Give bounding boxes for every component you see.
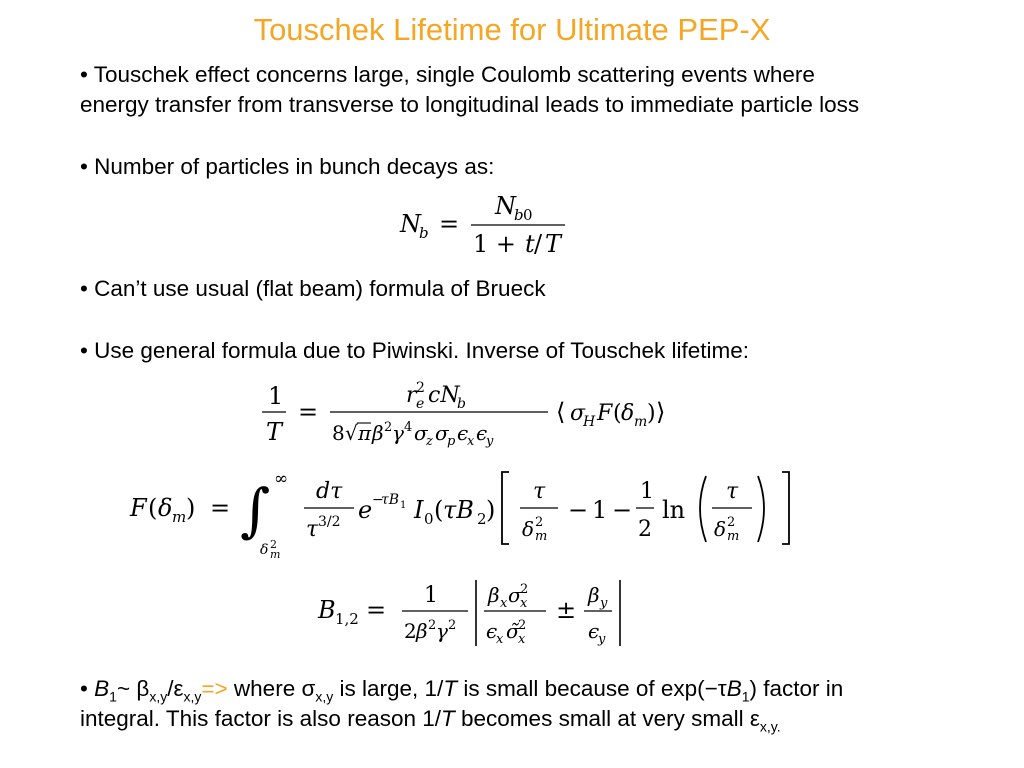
svg-text:2: 2 bbox=[404, 619, 417, 643]
bullet-conclusion bbox=[80, 674, 980, 734]
svg-text:x: x bbox=[500, 596, 508, 611]
svg-text:3/2: 3/2 bbox=[318, 514, 341, 530]
svg-text:σ: σ bbox=[414, 421, 428, 445]
T-symbol-2: T bbox=[441, 706, 455, 731]
bullet-touschek-effect bbox=[80, 60, 980, 120]
bullet-piwinski: • Use general formula due to Piwinski. Inverse of Touschek lifetime: bbox=[80, 338, 750, 363]
svg-text:F: F bbox=[130, 494, 147, 522]
svg-text:2: 2 bbox=[448, 618, 457, 633]
conclusion-line2 bbox=[80, 704, 980, 734]
svg-text:m: m bbox=[172, 508, 187, 526]
implies-arrow: => bbox=[201, 676, 228, 701]
svg-text:∞: ∞ bbox=[274, 469, 289, 489]
svg-text:r: r bbox=[406, 383, 417, 408]
svg-text:β: β bbox=[488, 583, 500, 607]
svg-text:δ: δ bbox=[260, 542, 269, 558]
svg-text:0: 0 bbox=[424, 510, 434, 528]
svg-text:2: 2 bbox=[384, 420, 393, 435]
epsilon-symbol-2: ε bbox=[749, 706, 760, 731]
svg-text:B: B bbox=[318, 596, 336, 624]
svg-text:b: b bbox=[514, 206, 524, 224]
svg-text:): ) bbox=[647, 401, 656, 426]
svg-text:√: √ bbox=[345, 421, 358, 445]
conclusion-line1 bbox=[80, 674, 980, 704]
formula-F-integral bbox=[128, 462, 828, 558]
sigma-symbol: σ bbox=[301, 676, 316, 701]
svg-text:T: T bbox=[545, 230, 562, 258]
svg-text:τ: τ bbox=[306, 517, 319, 542]
svg-text:1,2: 1,2 bbox=[335, 610, 359, 628]
svg-text:⟩: ⟩ bbox=[656, 398, 666, 426]
B-sub: 1 bbox=[109, 688, 117, 705]
svg-text:σ: σ bbox=[570, 401, 586, 426]
bullet-mark: • bbox=[80, 676, 95, 701]
svg-text:x: x bbox=[496, 632, 504, 647]
svg-text:ln: ln bbox=[662, 496, 686, 524]
svg-text:1: 1 bbox=[400, 500, 407, 511]
svg-text:4: 4 bbox=[404, 420, 413, 435]
svg-text:σ: σ bbox=[435, 421, 449, 445]
svg-text:∫: ∫ bbox=[240, 476, 271, 544]
bullet-decay: • Number of particles in bunch decays as: bbox=[80, 154, 495, 179]
epsilon-sub-2: x,y. bbox=[759, 718, 781, 735]
beta-sub: x,y bbox=[149, 688, 168, 705]
formula-bunch-decay bbox=[395, 188, 575, 258]
svg-text:τB: τB bbox=[443, 496, 474, 524]
formula-inverse-lifetime bbox=[258, 372, 708, 452]
svg-text:0: 0 bbox=[523, 206, 533, 224]
svg-text:π: π bbox=[358, 421, 372, 445]
svg-text:m: m bbox=[727, 529, 740, 544]
svg-text:e: e bbox=[358, 496, 373, 524]
svg-text:x: x bbox=[520, 596, 528, 611]
svg-text:−: − bbox=[568, 496, 589, 524]
svg-text:t: t bbox=[525, 230, 535, 258]
svg-text:x: x bbox=[518, 632, 526, 647]
svg-text:δ: δ bbox=[621, 401, 635, 426]
svg-text:1: 1 bbox=[640, 479, 654, 504]
svg-text:β: β bbox=[588, 583, 600, 607]
tilde: ~ bbox=[116, 676, 137, 701]
svg-text:(: ( bbox=[613, 401, 622, 426]
svg-text:2: 2 bbox=[518, 618, 527, 633]
svg-text:): ) bbox=[186, 494, 196, 522]
svg-text:1: 1 bbox=[268, 382, 284, 410]
svg-text:ϵ: ϵ bbox=[457, 421, 469, 445]
svg-text:δ: δ bbox=[714, 517, 727, 541]
svg-text:ϵ: ϵ bbox=[588, 619, 600, 643]
svg-text:2: 2 bbox=[535, 515, 544, 530]
svg-text:2: 2 bbox=[520, 582, 529, 597]
svg-text:x: x bbox=[467, 434, 475, 449]
svg-text:/: / bbox=[534, 230, 543, 258]
text-integral: integral. This factor is also reason 1/ bbox=[80, 706, 442, 731]
svg-text:F: F bbox=[597, 401, 613, 426]
svg-text:γ: γ bbox=[436, 619, 448, 643]
svg-text:σ̃: σ̃ bbox=[506, 619, 520, 643]
svg-text:b: b bbox=[419, 224, 429, 242]
svg-text:2: 2 bbox=[638, 517, 652, 542]
svg-text:−: − bbox=[612, 496, 633, 524]
svg-text:(: ( bbox=[148, 494, 158, 522]
text-is-small: is small because of exp(−τ bbox=[457, 676, 727, 701]
svg-text:z: z bbox=[426, 434, 433, 449]
bullet-brueck: • Can’t use usual (flat beam) formula of Brueck bbox=[80, 276, 546, 301]
where-text: where bbox=[227, 676, 302, 701]
svg-text:δ: δ bbox=[522, 517, 535, 541]
svg-text:σ: σ bbox=[508, 583, 522, 607]
svg-text:8: 8 bbox=[332, 421, 345, 445]
svg-text:δ: δ bbox=[158, 494, 173, 522]
svg-text:y: y bbox=[486, 434, 494, 449]
svg-text:N: N bbox=[400, 210, 421, 238]
svg-text:1: 1 bbox=[592, 496, 608, 524]
svg-text:2: 2 bbox=[477, 510, 487, 528]
svg-text:=: = bbox=[298, 398, 319, 426]
formula-B12 bbox=[316, 574, 656, 650]
svg-text:1 +: 1 + bbox=[473, 230, 517, 258]
svg-text:2: 2 bbox=[270, 538, 277, 551]
svg-text:τ: τ bbox=[726, 479, 739, 504]
svg-text:=: = bbox=[210, 494, 231, 522]
T-symbol-1: T bbox=[443, 676, 458, 701]
svg-text:y: y bbox=[600, 596, 608, 611]
svg-text:N: N bbox=[495, 192, 516, 220]
svg-text:dτ: dτ bbox=[316, 479, 343, 504]
svg-text:2: 2 bbox=[428, 618, 437, 633]
svg-text:⟨: ⟨ bbox=[556, 398, 566, 426]
svg-text:I: I bbox=[414, 496, 424, 524]
bullet-touschek-line2: energy transfer from transverse to longitudinal leads to immediate particle loss bbox=[80, 92, 860, 117]
slash: / bbox=[167, 676, 174, 701]
svg-text:T: T bbox=[266, 418, 283, 446]
bullet-touschek-line1: • Touschek effect concerns large, single Coulomb scattering events where bbox=[80, 62, 815, 87]
svg-text:β: β bbox=[416, 619, 428, 643]
text-becomes-small: becomes small at very small bbox=[454, 706, 750, 731]
epsilon-symbol: ε bbox=[173, 676, 184, 701]
sigma-sub: x,y bbox=[315, 688, 334, 705]
svg-text:τB: τB bbox=[381, 492, 400, 508]
svg-text:β: β bbox=[372, 421, 384, 445]
text-is-large: is large, 1/ bbox=[333, 676, 444, 701]
svg-text:±: ± bbox=[556, 596, 577, 624]
svg-text:2: 2 bbox=[727, 515, 736, 530]
svg-text:(: ( bbox=[434, 496, 444, 524]
svg-text:b: b bbox=[457, 396, 466, 412]
svg-text:H: H bbox=[583, 414, 596, 430]
svg-text:1: 1 bbox=[424, 583, 438, 608]
svg-text:m: m bbox=[535, 529, 548, 544]
text-factor-in: ) factor in bbox=[749, 676, 844, 701]
svg-text:τ: τ bbox=[533, 479, 546, 504]
svg-text:2: 2 bbox=[416, 380, 425, 396]
svg-text:=: = bbox=[439, 210, 460, 238]
B-symbol: B bbox=[94, 676, 110, 701]
svg-text:m: m bbox=[634, 414, 648, 430]
B-sub-2: 1 bbox=[741, 688, 750, 705]
B-symbol-2: B bbox=[726, 676, 742, 701]
svg-text:−: − bbox=[372, 492, 384, 508]
svg-text:): ) bbox=[486, 496, 496, 524]
beta-symbol: β bbox=[136, 676, 150, 701]
svg-text:m: m bbox=[270, 548, 281, 558]
svg-text:cN: cN bbox=[428, 383, 460, 408]
svg-text:p: p bbox=[447, 434, 456, 449]
slide-title: Touschek Lifetime for Ultimate PEP-X bbox=[253, 12, 771, 47]
svg-text:e: e bbox=[416, 396, 425, 412]
svg-text:y: y bbox=[598, 632, 606, 647]
epsilon-sub: x,y bbox=[183, 688, 202, 705]
svg-text:ϵ: ϵ bbox=[486, 619, 498, 643]
svg-text:ϵ: ϵ bbox=[476, 421, 488, 445]
svg-text:=: = bbox=[366, 596, 387, 624]
svg-text:γ: γ bbox=[392, 421, 404, 445]
